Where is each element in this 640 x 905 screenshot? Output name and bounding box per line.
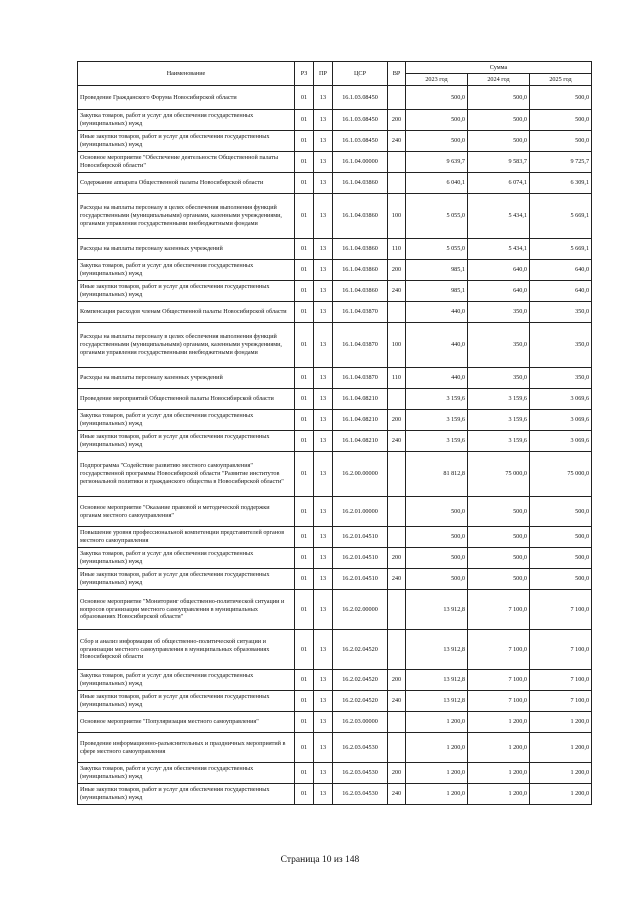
row-rz: 01 (295, 569, 314, 590)
row-sum-2023: 500,0 (406, 527, 468, 548)
header-rz: РЗ (295, 62, 314, 86)
row-rz: 01 (295, 733, 314, 763)
row-csr: 16.1.04.08210 (333, 389, 388, 410)
table-row (78, 281, 592, 302)
table-row (78, 497, 592, 527)
row-rz: 01 (295, 368, 314, 389)
row-sum-2023: 13 912,8 (406, 630, 468, 670)
row-csr: 16.2.02.04520 (333, 630, 388, 670)
row-sum-2023: 6 040,1 (406, 173, 468, 194)
row-vr: 240 (388, 131, 406, 152)
row-rz: 01 (295, 630, 314, 670)
row-pr: 13 (314, 548, 333, 569)
row-sum-2023: 13 912,8 (406, 670, 468, 691)
row-pr: 13 (314, 569, 333, 590)
row-sum-2025: 500,0 (530, 110, 592, 131)
row-pr: 13 (314, 431, 333, 452)
row-sum-2024: 1 200,0 (468, 712, 530, 733)
row-name: Проведение Гражданского Форума Новосибирской области (78, 86, 295, 110)
row-csr: 16.2.02.00000 (333, 590, 388, 630)
row-sum-2023: 1 200,0 (406, 763, 468, 784)
header-year-2024: 2024 год (468, 74, 530, 86)
row-sum-2024: 500,0 (468, 527, 530, 548)
row-sum-2023: 985,1 (406, 260, 468, 281)
row-vr: 240 (388, 691, 406, 712)
row-sum-2025: 1 200,0 (530, 784, 592, 805)
row-sum-2024: 7 100,0 (468, 630, 530, 670)
row-vr (388, 173, 406, 194)
row-pr: 13 (314, 302, 333, 323)
row-vr: 200 (388, 110, 406, 131)
row-sum-2025: 500,0 (530, 131, 592, 152)
table-row (78, 691, 592, 712)
row-sum-2025: 5 669,1 (530, 239, 592, 260)
row-sum-2025: 3 069,6 (530, 410, 592, 431)
table-row (78, 410, 592, 431)
row-sum-2025: 500,0 (530, 527, 592, 548)
row-sum-2024: 7 100,0 (468, 590, 530, 630)
row-name: Закупка товаров, работ и услуг для обеспечения государственных (муниципальных) нужд (78, 763, 295, 784)
row-csr: 16.1.03.08450 (333, 86, 388, 110)
row-sum-2025: 350,0 (530, 323, 592, 368)
row-pr: 13 (314, 86, 333, 110)
row-vr: 240 (388, 281, 406, 302)
row-sum-2024: 640,0 (468, 260, 530, 281)
header-sum: Сумма (406, 62, 592, 74)
row-sum-2024: 1 200,0 (468, 784, 530, 805)
row-sum-2023: 500,0 (406, 110, 468, 131)
row-csr: 16.2.01.00000 (333, 497, 388, 527)
row-sum-2024: 3 159,6 (468, 389, 530, 410)
row-sum-2025: 7 100,0 (530, 590, 592, 630)
row-name: Закупка товаров, работ и услуг для обеспечения государственных (муниципальных) нужд (78, 110, 295, 131)
row-sum-2024: 500,0 (468, 497, 530, 527)
row-name: Проведение информационно-разъяснительных и праздничных мероприятий в сфере местного самоуправления (78, 733, 295, 763)
table-row (78, 110, 592, 131)
row-sum-2023: 500,0 (406, 497, 468, 527)
row-vr: 110 (388, 368, 406, 389)
row-rz: 01 (295, 431, 314, 452)
row-vr: 240 (388, 569, 406, 590)
row-name: Расходы на выплаты персоналу казенных учреждений (78, 239, 295, 260)
row-pr: 13 (314, 527, 333, 548)
row-sum-2024: 3 159,6 (468, 431, 530, 452)
row-pr: 13 (314, 670, 333, 691)
row-rz: 01 (295, 527, 314, 548)
row-csr: 16.1.04.03860 (333, 260, 388, 281)
row-pr: 13 (314, 590, 333, 630)
row-sum-2023: 500,0 (406, 86, 468, 110)
row-vr (388, 389, 406, 410)
row-sum-2024: 500,0 (468, 548, 530, 569)
table-row (78, 431, 592, 452)
row-rz: 01 (295, 784, 314, 805)
row-rz: 01 (295, 302, 314, 323)
row-csr: 16.2.01.04510 (333, 569, 388, 590)
row-sum-2024: 1 200,0 (468, 733, 530, 763)
table-row (78, 194, 592, 239)
row-sum-2025: 7 100,0 (530, 630, 592, 670)
row-csr: 16.1.03.08450 (333, 131, 388, 152)
row-csr: 16.1.04.03870 (333, 368, 388, 389)
row-pr: 13 (314, 323, 333, 368)
row-sum-2023: 440,0 (406, 323, 468, 368)
row-pr: 13 (314, 410, 333, 431)
row-name: Закупка товаров, работ и услуг для обеспечения государственных (муниципальных) нужд (78, 260, 295, 281)
row-name: Иные закупки товаров, работ и услуг для обеспечения государственных (муниципальных) нужд (78, 691, 295, 712)
row-sum-2025: 7 100,0 (530, 670, 592, 691)
row-sum-2025: 7 100,0 (530, 691, 592, 712)
row-sum-2024: 75 000,0 (468, 452, 530, 497)
row-sum-2024: 640,0 (468, 281, 530, 302)
row-sum-2024: 7 100,0 (468, 670, 530, 691)
row-name: Расходы на выплаты персоналу в целях обеспечения выполнения функций государственными (муниципальными) органами, казенными учреждениями, органами управления государственными внебюджетными фондами (78, 194, 295, 239)
row-rz: 01 (295, 239, 314, 260)
row-vr: 200 (388, 410, 406, 431)
header-csr: ЦСР (333, 62, 388, 86)
row-name: Основное мероприятие "Мониторинг общественно-политической ситуации и вопросов организации местного самоуправления в муниципальных образованиях Новосибирской области" (78, 590, 295, 630)
row-name: Расходы на выплаты персоналу казенных учреждений (78, 368, 295, 389)
row-vr (388, 712, 406, 733)
row-pr: 13 (314, 389, 333, 410)
table-row (78, 323, 592, 368)
row-vr (388, 733, 406, 763)
row-sum-2023: 985,1 (406, 281, 468, 302)
row-sum-2025: 1 200,0 (530, 733, 592, 763)
row-sum-2023: 440,0 (406, 368, 468, 389)
row-sum-2023: 1 200,0 (406, 784, 468, 805)
row-sum-2024: 9 583,7 (468, 152, 530, 173)
row-csr: 16.1.03.08450 (333, 110, 388, 131)
row-pr: 13 (314, 497, 333, 527)
row-vr (388, 452, 406, 497)
table-row (78, 527, 592, 548)
row-csr: 16.1.04.03860 (333, 173, 388, 194)
table-row (78, 302, 592, 323)
row-sum-2023: 500,0 (406, 569, 468, 590)
row-rz: 01 (295, 670, 314, 691)
row-sum-2025: 500,0 (530, 569, 592, 590)
row-name: Закупка товаров, работ и услуг для обеспечения государственных (муниципальных) нужд (78, 410, 295, 431)
row-sum-2023: 3 159,6 (406, 389, 468, 410)
row-sum-2024: 500,0 (468, 86, 530, 110)
row-sum-2024: 3 159,6 (468, 410, 530, 431)
row-vr (388, 86, 406, 110)
row-sum-2024: 350,0 (468, 302, 530, 323)
row-sum-2025: 500,0 (530, 497, 592, 527)
row-sum-2025: 640,0 (530, 281, 592, 302)
table-row (78, 368, 592, 389)
row-csr: 16.2.03.00000 (333, 712, 388, 733)
row-sum-2024: 5 434,1 (468, 239, 530, 260)
table-row (78, 239, 592, 260)
row-rz: 01 (295, 590, 314, 630)
row-sum-2025: 1 200,0 (530, 763, 592, 784)
row-rz: 01 (295, 389, 314, 410)
header-pr: ПР (314, 62, 333, 86)
row-rz: 01 (295, 260, 314, 281)
row-sum-2024: 5 434,1 (468, 194, 530, 239)
row-pr: 13 (314, 630, 333, 670)
row-pr: 13 (314, 733, 333, 763)
row-pr: 13 (314, 131, 333, 152)
table-row (78, 173, 592, 194)
row-name: Основное мероприятие "Оказание правовой и методической поддержки органам местного самоуправления" (78, 497, 295, 527)
row-vr: 200 (388, 670, 406, 691)
table-row (78, 784, 592, 805)
row-name: Компенсация расходов членам Общественной палаты Новосибирской области (78, 302, 295, 323)
row-csr: 16.2.01.04510 (333, 527, 388, 548)
row-csr: 16.2.03.04530 (333, 763, 388, 784)
row-csr: 16.2.02.04520 (333, 670, 388, 691)
row-pr: 13 (314, 173, 333, 194)
table-row (78, 452, 592, 497)
row-name: Расходы на выплаты персоналу в целях обеспечения выполнения функций государственными (муниципальными) органами, казенными учреждениями, органами управления государственными внебюджетными фондами (78, 323, 295, 368)
row-sum-2024: 500,0 (468, 110, 530, 131)
row-csr: 16.1.04.08210 (333, 431, 388, 452)
row-rz: 01 (295, 712, 314, 733)
row-name: Подпрограмма "Содействие развитию местного самоуправления" государственной программы Новосибирской области "Развитие институтов региональной политики и гражданского общества в Новосибирской области" (78, 452, 295, 497)
table-row (78, 131, 592, 152)
row-sum-2025: 5 669,1 (530, 194, 592, 239)
row-name: Содержание аппарата Общественной палаты Новосибирской области (78, 173, 295, 194)
table-row (78, 152, 592, 173)
row-vr (388, 630, 406, 670)
table-header (78, 62, 592, 86)
row-rz: 01 (295, 194, 314, 239)
header-year-2023: 2023 год (406, 74, 468, 86)
row-name: Иные закупки товаров, работ и услуг для обеспечения государственных (муниципальных) нужд (78, 784, 295, 805)
row-rz: 01 (295, 323, 314, 368)
row-sum-2024: 6 074,1 (468, 173, 530, 194)
row-rz: 01 (295, 173, 314, 194)
row-pr: 13 (314, 691, 333, 712)
row-pr: 13 (314, 239, 333, 260)
header-name: Наименование (78, 62, 295, 86)
row-rz: 01 (295, 452, 314, 497)
row-sum-2024: 7 100,0 (468, 691, 530, 712)
row-vr: 240 (388, 784, 406, 805)
row-sum-2025: 500,0 (530, 548, 592, 569)
row-sum-2023: 13 912,8 (406, 590, 468, 630)
table-row (78, 548, 592, 569)
row-sum-2025: 3 069,6 (530, 431, 592, 452)
row-vr: 100 (388, 194, 406, 239)
table-row (78, 670, 592, 691)
row-vr (388, 497, 406, 527)
page-footer: Страница 10 из 148 (280, 855, 360, 865)
row-csr: 16.2.01.04510 (333, 548, 388, 569)
row-name: Иные закупки товаров, работ и услуг для обеспечения государственных (муниципальных) нужд (78, 569, 295, 590)
row-csr: 16.1.04.03860 (333, 239, 388, 260)
row-vr: 200 (388, 548, 406, 569)
row-name: Закупка товаров, работ и услуг для обеспечения государственных (муниципальных) нужд (78, 548, 295, 569)
row-vr (388, 527, 406, 548)
row-pr: 13 (314, 368, 333, 389)
row-csr: 16.1.04.03860 (333, 281, 388, 302)
row-name: Основное мероприятие "Популяризация местного самоуправления" (78, 712, 295, 733)
row-rz: 01 (295, 691, 314, 712)
row-pr: 13 (314, 784, 333, 805)
row-sum-2023: 13 912,8 (406, 691, 468, 712)
row-sum-2025: 75 000,0 (530, 452, 592, 497)
row-sum-2023: 1 200,0 (406, 733, 468, 763)
row-csr: 16.1.04.03870 (333, 323, 388, 368)
row-sum-2025: 9 725,7 (530, 152, 592, 173)
row-sum-2023: 500,0 (406, 131, 468, 152)
row-pr: 13 (314, 260, 333, 281)
row-sum-2025: 6 309,1 (530, 173, 592, 194)
row-vr: 240 (388, 431, 406, 452)
row-rz: 01 (295, 410, 314, 431)
row-rz: 01 (295, 152, 314, 173)
row-sum-2024: 1 200,0 (468, 763, 530, 784)
table-body (78, 86, 592, 805)
table-row (78, 389, 592, 410)
row-sum-2025: 640,0 (530, 260, 592, 281)
row-name: Закупка товаров, работ и услуг для обеспечения государственных (муниципальных) нужд (78, 670, 295, 691)
row-rz: 01 (295, 86, 314, 110)
row-csr: 16.1.04.03870 (333, 302, 388, 323)
table-row (78, 86, 592, 110)
row-sum-2023: 3 159,6 (406, 410, 468, 431)
row-rz: 01 (295, 110, 314, 131)
row-sum-2024: 500,0 (468, 131, 530, 152)
row-sum-2023: 5 055,0 (406, 239, 468, 260)
row-pr: 13 (314, 712, 333, 733)
row-vr (388, 152, 406, 173)
row-vr (388, 302, 406, 323)
table-row (78, 569, 592, 590)
row-sum-2025: 1 200,0 (530, 712, 592, 733)
row-sum-2023: 81 812,8 (406, 452, 468, 497)
row-rz: 01 (295, 763, 314, 784)
row-pr: 13 (314, 110, 333, 131)
row-sum-2023: 3 159,6 (406, 431, 468, 452)
row-name: Иные закупки товаров, работ и услуг для обеспечения государственных (муниципальных) нужд (78, 281, 295, 302)
row-rz: 01 (295, 548, 314, 569)
header-year-2025: 2025 год (530, 74, 592, 86)
row-csr: 16.2.03.04530 (333, 733, 388, 763)
row-name: Сбор и анализ информации об общественно-политической ситуации и организации местного самоуправления в муниципальных образованиях Новосибирской области (78, 630, 295, 670)
table-row (78, 590, 592, 630)
row-csr: 16.2.00.00000 (333, 452, 388, 497)
table-row (78, 763, 592, 784)
row-csr: 16.1.04.03860 (333, 194, 388, 239)
row-pr: 13 (314, 763, 333, 784)
row-sum-2024: 350,0 (468, 323, 530, 368)
row-sum-2025: 350,0 (530, 302, 592, 323)
row-csr: 16.2.03.04530 (333, 784, 388, 805)
table-row (78, 260, 592, 281)
row-sum-2023: 5 055,0 (406, 194, 468, 239)
row-name: Проведение мероприятий Общественной палаты Новосибирской области (78, 389, 295, 410)
row-sum-2025: 500,0 (530, 86, 592, 110)
row-name: Иные закупки товаров, работ и услуг для обеспечения государственных (муниципальных) нужд (78, 431, 295, 452)
row-vr (388, 590, 406, 630)
row-name: Основное мероприятие "Обеспечение деятельности Общественной палаты Новосибирской области" (78, 152, 295, 173)
row-name: Иные закупки товаров, работ и услуг для обеспечения государственных (муниципальных) нужд (78, 131, 295, 152)
row-vr: 110 (388, 239, 406, 260)
row-rz: 01 (295, 131, 314, 152)
row-vr: 200 (388, 260, 406, 281)
row-sum-2025: 3 069,6 (530, 389, 592, 410)
row-sum-2024: 350,0 (468, 368, 530, 389)
row-rz: 01 (295, 497, 314, 527)
row-vr: 100 (388, 323, 406, 368)
header-vr: ВР (388, 62, 406, 86)
row-sum-2023: 9 639,7 (406, 152, 468, 173)
table-row (78, 712, 592, 733)
row-vr: 200 (388, 763, 406, 784)
row-csr: 16.1.04.00000 (333, 152, 388, 173)
row-sum-2024: 500,0 (468, 569, 530, 590)
row-sum-2023: 500,0 (406, 548, 468, 569)
row-rz: 01 (295, 281, 314, 302)
row-pr: 13 (314, 452, 333, 497)
row-sum-2023: 440,0 (406, 302, 468, 323)
table-row (78, 733, 592, 763)
row-csr: 16.1.04.08210 (333, 410, 388, 431)
table-row (78, 630, 592, 670)
row-pr: 13 (314, 281, 333, 302)
row-csr: 16.2.02.04520 (333, 691, 388, 712)
row-pr: 13 (314, 152, 333, 173)
row-sum-2025: 350,0 (530, 368, 592, 389)
row-name: Повышение уровня профессиональной компетенции представителей органов местного самоуправления (78, 527, 295, 548)
row-pr: 13 (314, 194, 333, 239)
budget-table (77, 61, 592, 805)
row-sum-2023: 1 200,0 (406, 712, 468, 733)
